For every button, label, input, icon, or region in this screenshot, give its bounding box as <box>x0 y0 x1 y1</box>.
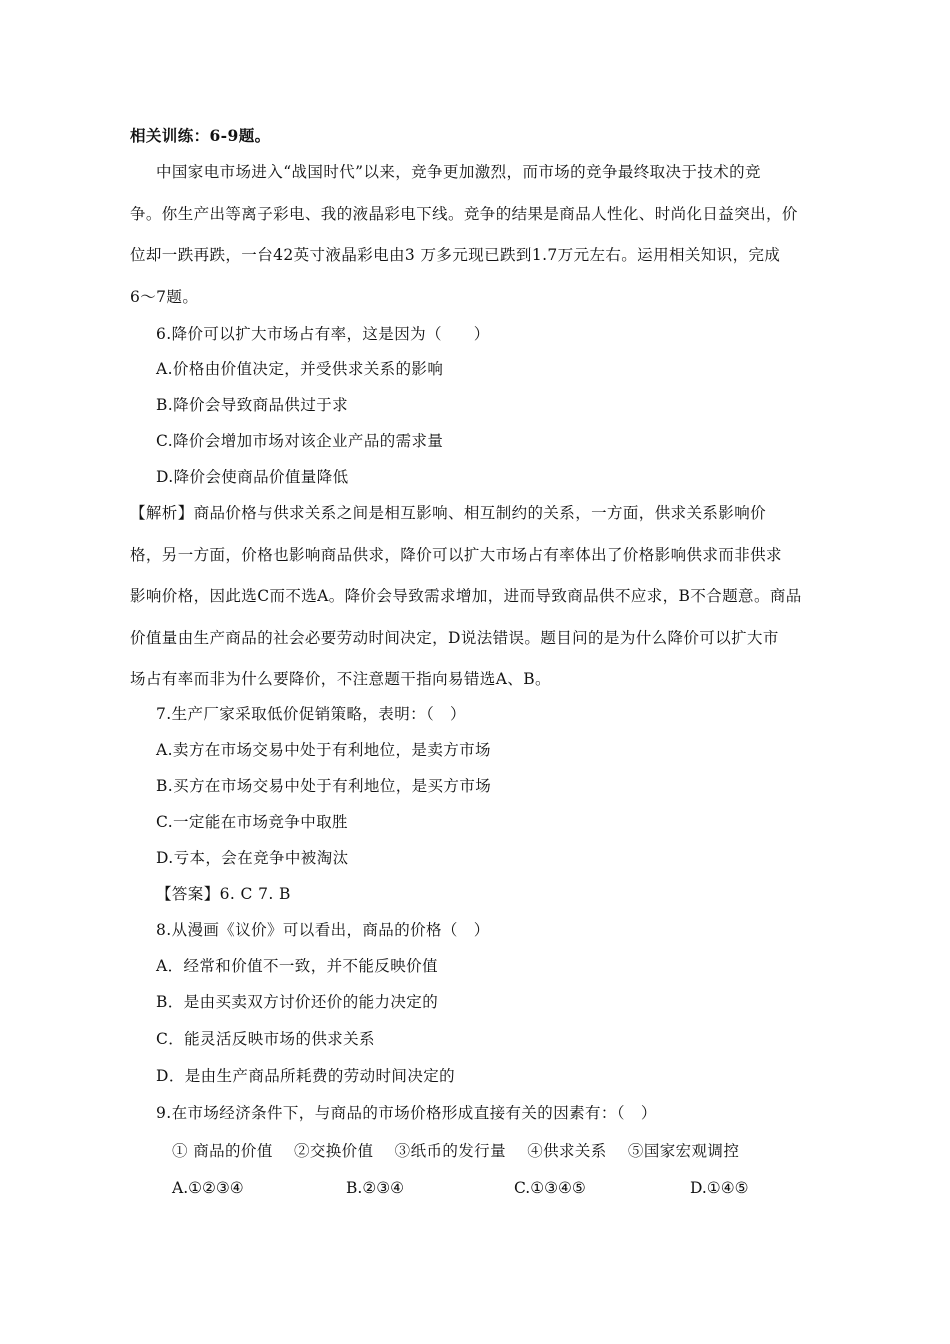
question-9-choice-b: B.②③④ <box>346 1179 405 1197</box>
intro-line-4: 6～7题。 <box>130 288 199 306</box>
question-9-stem: 9.在市场经济条件下，与商品的市场价格形成直接有关的因素有：（ ） <box>156 1104 657 1122</box>
question-7-option-b: B.买方在市场交易中处于有利地位，是买方市场 <box>156 777 492 795</box>
question-6-option-c: C.降价会增加市场对该企业产品的需求量 <box>156 432 444 450</box>
question-6-option-d: D.降价会使商品价值量降低 <box>156 468 349 486</box>
question-7-option-d: D.亏本，会在竞争中被淘汰 <box>156 849 349 867</box>
question-6-option-a: A.价格由价值决定，并受供求关系的影响 <box>156 360 444 378</box>
answer-line: 【答案】6. C 7. B <box>156 885 291 903</box>
question-7-option-a: A.卖方在市场交易中处于有利地位，是卖方市场 <box>156 741 491 759</box>
section-heading: 相关训练：6-9题。 <box>130 126 271 145</box>
analysis-line-1: 【解析】商品价格与供求关系之间是相互影响、相互制约的关系，一方面，供求关系影响价 <box>130 504 767 522</box>
question-8-option-d: D．是由生产商品所耗费的劳动时间决定的 <box>156 1067 456 1085</box>
question-9-choice-d: D.①④⑤ <box>690 1179 749 1197</box>
question-8-option-b: B．是由买卖双方讨价还价的能力决定的 <box>156 993 439 1011</box>
question-9-choice-a: A.①②③④ <box>172 1179 244 1197</box>
intro-line-3: 位却一跌再跌，一台42英寸液晶彩电由3 万多元现已跌到1.7万元左右。运用相关知识，完成 <box>130 246 781 264</box>
analysis-line-5: 场占有率而非为什么要降价，不注意题干指向易错选A、B。 <box>130 670 551 688</box>
question-8-option-c: C．能灵活反映市场的供求关系 <box>156 1030 375 1048</box>
analysis-line-2: 格，另一方面，价格也影响商品供求，降价可以扩大市场占有率体出了价格影响供求而非供求 <box>130 546 782 564</box>
question-6-option-b: B.降价会导致商品供过于求 <box>156 396 349 414</box>
question-8-option-a: A．经常和价值不一致，并不能反映价值 <box>156 957 438 975</box>
question-9-factors: ① 商品的价值 ②交换价值 ③纸币的发行量 ④供求关系 ⑤国家宏观调控 <box>172 1142 740 1160</box>
question-6-stem: 6.降价可以扩大市场占有率，这是因为（ ） <box>156 325 490 343</box>
question-7-stem: 7.生产厂家采取低价促销策略，表明：（ ） <box>156 705 466 723</box>
analysis-line-3: 影响价格，因此选C而不选A。降价会导致需求增加，进而导致商品供不应求，B不合题意。商品 <box>130 587 802 605</box>
question-8-stem: 8.从漫画《议价》可以看出，商品的价格（ ） <box>156 921 490 939</box>
analysis-line-4: 价值量由生产商品的社会必要劳动时间决定，D说法错误。题目问的是为什么降价可以扩大市 <box>130 629 779 647</box>
intro-line-2: 争。你生产出等离子彩电、我的液晶彩电下线。竞争的结果是商品人性化、时尚化日益突出，价 <box>130 205 798 223</box>
intro-line-1: 中国家电市场进入“战国时代”以来，竞争更加激烈，而市场的竞争最终取决于技术的竞 <box>156 163 761 181</box>
question-7-option-c: C.一定能在市场竞争中取胜 <box>156 813 348 831</box>
question-9-choice-c: C.①③④⑤ <box>514 1179 586 1197</box>
